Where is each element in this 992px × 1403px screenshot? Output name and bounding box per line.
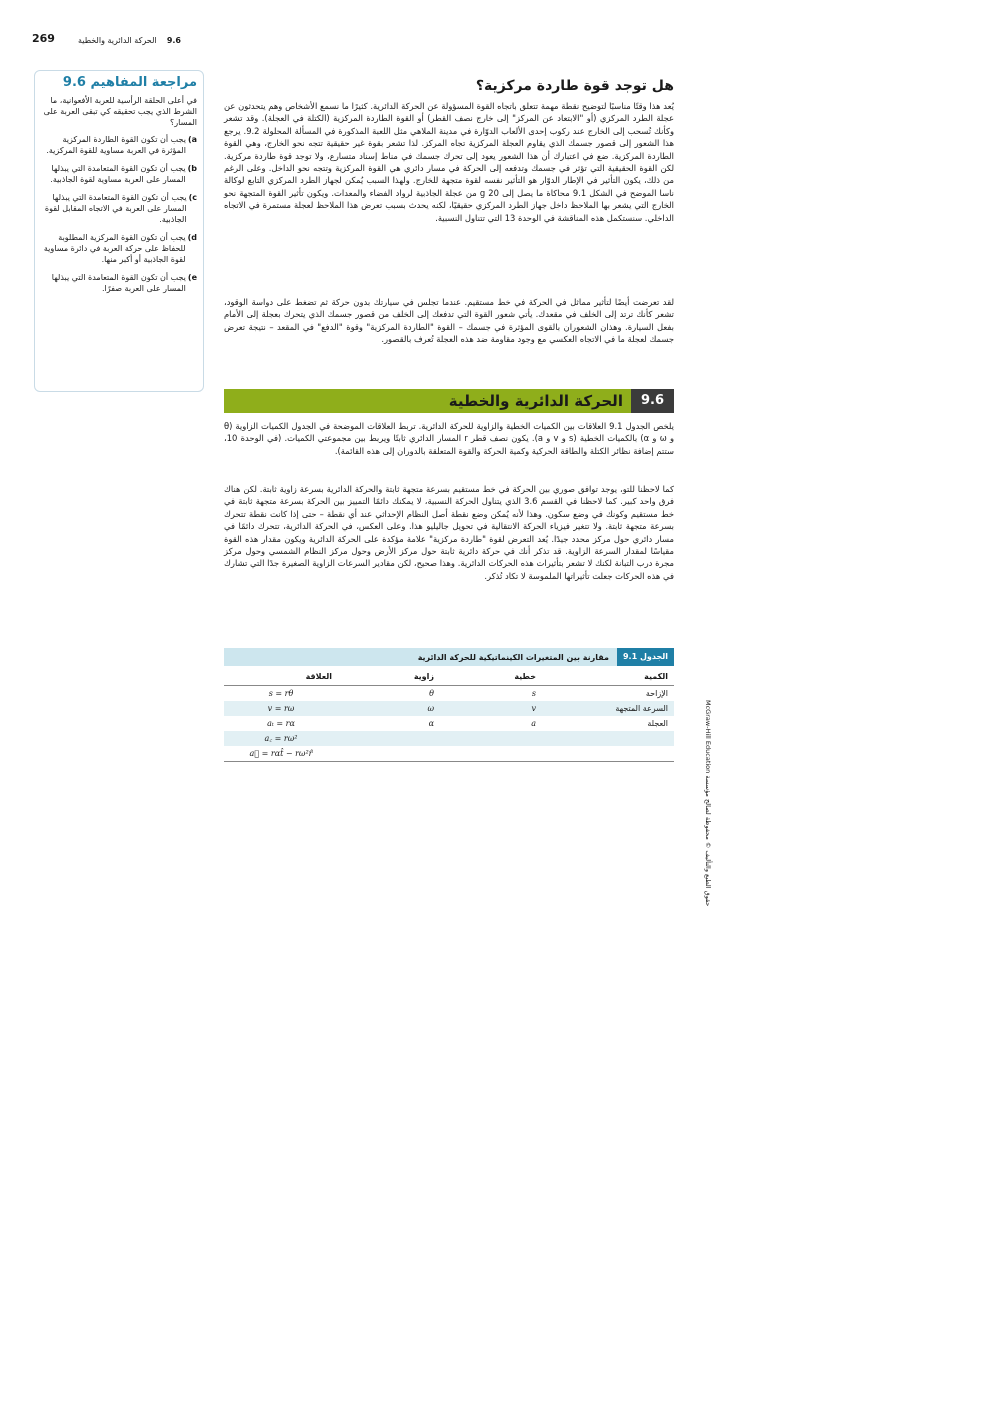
cell-relation: aₜ = rα bbox=[267, 719, 295, 728]
cell-angular: ω bbox=[338, 701, 440, 716]
table-title: مقارنة بين المتغيرات الكينماتيكية للحركة الدائرية bbox=[417, 652, 609, 662]
running-header bbox=[78, 36, 181, 45]
option-letter: d) bbox=[187, 233, 197, 242]
table-row bbox=[224, 701, 674, 716]
kinematics-table bbox=[224, 668, 674, 762]
paragraph-table-intro: يلخص الجدول 9.1 العلاقات بين الكميات الخطية والزاوية للحركة الدائرية. تربط العلاقات الموضحة في الجدول الكميات الزاوية (θ و ω و α) بالكميات الخطية (s و v و a). يكون نصف قطر r المسار الدائري ثابتًا ويربط بين مجموعتي الكميات. (في الوحدة 10، ستتم إضافة نظائر الكتلة والطاقة الحركية وكمية الحركة والقوة المتعلقة بالدوران إلى هذه القائمة). bbox=[224, 421, 675, 456]
section-number: 9.6 bbox=[631, 389, 674, 413]
col-linear: خطية bbox=[440, 668, 542, 686]
option-d bbox=[41, 232, 197, 265]
table-row bbox=[224, 686, 674, 702]
option-letter: a) bbox=[187, 135, 197, 144]
cell-linear bbox=[440, 731, 542, 746]
cell-relation: a꜀ = rω² bbox=[224, 731, 338, 746]
cell-quantity: الإزاحة bbox=[645, 689, 668, 698]
cell-quantity: العجلة bbox=[647, 719, 668, 728]
question-heading: هل توجد قوة طاردة مركزية؟ bbox=[475, 78, 674, 94]
cell-quantity: السرعة المتجهة bbox=[542, 701, 674, 716]
cell-angular: θ bbox=[429, 689, 434, 698]
table-row bbox=[224, 716, 674, 731]
cell-angular: α bbox=[428, 719, 434, 728]
section-title: الحركة الدائرية والخطية bbox=[448, 392, 623, 410]
col-quantity: الكمية bbox=[542, 668, 674, 686]
copyright-note bbox=[700, 700, 714, 930]
cell-quantity bbox=[542, 746, 674, 762]
option-b bbox=[41, 163, 197, 185]
col-angular: زاوية bbox=[338, 668, 440, 686]
cell-angular bbox=[338, 731, 440, 746]
copyright-text: حقوق الطبع والتأليف © محفوظة لصالح مؤسسة McGraw-Hill Education bbox=[704, 700, 712, 907]
paragraph-centrifugal: يُعد هذا وقتًا مناسبًا لتوضيح نقطة مهمة تتعلق باتجاه القوة المسؤولة عن الحركة الدائرية. كثيرًا ما نسمع الأشخاص وهم يتحدثون عن عجلة الطرد المركزي (أو "الابتعاد عن المركز" إلى خارج نصف القطر) أو القوة الطاردة المركزية (الكتلة في العجلة). وقد تشعر وكأنك تُسحب إلى الخارج عند ركوب إحدى الألعاب الدوّارة في مدينة الملاهي مثل اللعبة المذكورة في المسألة المحلولة 9.2. يرجع هذا الشعور إلى قصور جسمك الذي يقاوم العجلة المركزية تجاه المركز. لذا تشعر بقوة غير حقيقية تتجه نحو الخارج، وهي القوة الطاردة المركزية. ضع في اعتبارك أن هذا الشعور يعود إلى تحرك جسمك في مناط إسناد متسارع، ولا توجد قوة طاردة مركزية. لكن القوة الحقيقية التي تؤثر في جسمك وتدفعه إلى الحركة في مسار دائري هي القوة المركزية وتتجه نحو الداخل. وعلى الرغم من ذلك، يكون التأثير في الإطار الدوّار هو التأثير نفسه لقوة متجهة للخارج. ولهذا السبب يُمكن لجهاز الطرد المركزي التابع لوكالة ناسا الموضح في الشكل 9.1 محاكاة ما يصل إلى 20 g من عجلة الجاذبية لرواد الفضاء والمعدات. ويكون تأثير القوة المتجهة نحو الخارج التي يشعر بها الملاحظ داخل جهاز الطرد المركزي حقيقيًا، لكنه يحدث بسبب تعرض هذا الملاحظ لعجلة مستمرة في الاتجاه الداخلي. سنستكمل هذه المناقشة في الوحدة 13 التي تتناول النسبية. bbox=[224, 101, 674, 223]
option-letter: e) bbox=[187, 273, 197, 282]
cell-relation: v = rω bbox=[224, 701, 338, 716]
cell-angular bbox=[338, 746, 440, 762]
option-e bbox=[41, 272, 197, 294]
table-label: الجدول 9.1 bbox=[617, 648, 674, 666]
paragraph-galilean: كما لاحظنا للتو، يوجد توافق صوري بين الحركة في خط مستقيم بسرعة متجهة ثابتة والحركة الدائرية بسرعة زاوية ثابتة. لكن هناك فرق واحد كبير. كما لاحظنا في القسم 3.6 الذي يتناول الحركة النسبية، لا يمكنك دائمًا التمييز بين الحركة بسرعة متجهة ثابتة في خط مستقيم وكونك في وضع سكون. وهذا لأنه يُمكن وضع نقطة أصل النظام الإحداثي عند أي نقطة – حتى إذا كانت نقطة تتحرك بسرعة متجهة ثابتة. ولا تتغير فيزياء الحركة الانتقالية في تحويل جاليليو هذا. وعلى العكس، في الحركة الدائرية، تتحرك دائمًا في مسار دائري حول مركز محدد جيدًا. يُعد التعرض لقوة "طاردة مركزية" علامة مؤكدة على الحركة الدائرية ويكون مقدار هذه القوة مقياسًا لمقدار السرعة الزاوية. قد تذكر أنك في حركة دائرية ثابتة حول مركز الأرض وحول مركز النظام الشمسي وحول مركز مجرة درب التبانة لكنك لا تشعر بتأثيرات هذه الحركات الدائرية. وهذا صحيح، لكن مقادير السرعات الزاوية الصغيرة جدًا التي تشارك في هذه الحركات جعلت تأثيراتها الملموسة لا تكاد تُذكر. bbox=[224, 484, 674, 581]
table-title-bar bbox=[224, 648, 674, 666]
option-letter: b) bbox=[187, 164, 197, 173]
concept-check-box bbox=[34, 70, 204, 392]
running-header-number: 9.6 bbox=[166, 36, 181, 45]
option-text: يجب أن تكون القوة المتعامدة التي يبذلها المسار على العربة في الاتجاه المقابل لقوة الجاذبية. bbox=[44, 193, 187, 224]
cell-linear: v bbox=[440, 701, 542, 716]
cell-relation: a⃗ = rαt̂ − rω²r̂ bbox=[224, 746, 338, 762]
option-text: يجب أن تكون القوة الطاردة المركزية المؤثرة في العربة مساوية للقوة المركزية. bbox=[46, 135, 186, 155]
cell-linear: a bbox=[531, 719, 536, 728]
table-row bbox=[224, 731, 674, 746]
concept-check-question: في أعلى الحلقة الرأسية للعربة الأفعوانية، ما الشرط الذي يجب تحقيقه كي تبقى العربة على المسار؟ bbox=[43, 96, 197, 127]
section-banner bbox=[224, 389, 674, 413]
col-relation: العلاقة bbox=[224, 668, 338, 686]
option-text: يجب أن تكون القوة المركزية المطلوبة للحفاظ على حركة العربة في دائرة مساوية لقوة الجاذبية أو أكبر منها. bbox=[43, 233, 186, 264]
cell-quantity bbox=[542, 731, 674, 746]
cell-relation: s = rθ bbox=[268, 689, 294, 698]
option-text: يجب أن تكون القوة المتعامدة التي يبذلها المسار على العربة مساوية لقوة الجاذبية. bbox=[50, 164, 186, 184]
concept-check-title: مراجعة المفاهيم 9.6 bbox=[62, 75, 197, 90]
option-text: يجب أن تكون القوة المتعامدة التي يبذلها المسار على العربة صفرًا. bbox=[51, 273, 186, 293]
table-header-row bbox=[224, 668, 674, 686]
cell-linear bbox=[440, 746, 542, 762]
running-header-title: الحركة الدائرية والخطية bbox=[78, 36, 157, 45]
cell-linear: s bbox=[531, 689, 536, 698]
paragraph-linear-analogy: لقد تعرضت أيضًا لتأثير مماثل في الحركة في خط مستقيم. عندما تجلس في سيارتك بدون حركة ثم تضغط على دواسة الوقود، تشعر كأنك ترتد إلى الخلف في مقعدك. يأتي شعور القوة التي تدفعك إلى الخلف من قصور جسمك الذي يتحرك بعجلة إلى الأمام بفعل السيارة. وهذان الشعوران بالقوى المؤثرة في جسمك – القوة "الطاردة المركزية" وقوة "الدفع" في المقعد – نتيجة تعرض جسمك لعجلة ما في الاتجاه العكسي مع وجود مقاومة ضد هذه العجلة تُعرف بالقصور. bbox=[224, 297, 674, 345]
option-letter: c) bbox=[188, 193, 197, 202]
option-c bbox=[41, 192, 197, 225]
option-a bbox=[41, 134, 197, 156]
table-row bbox=[224, 746, 674, 762]
page-number: 269 bbox=[32, 32, 55, 45]
